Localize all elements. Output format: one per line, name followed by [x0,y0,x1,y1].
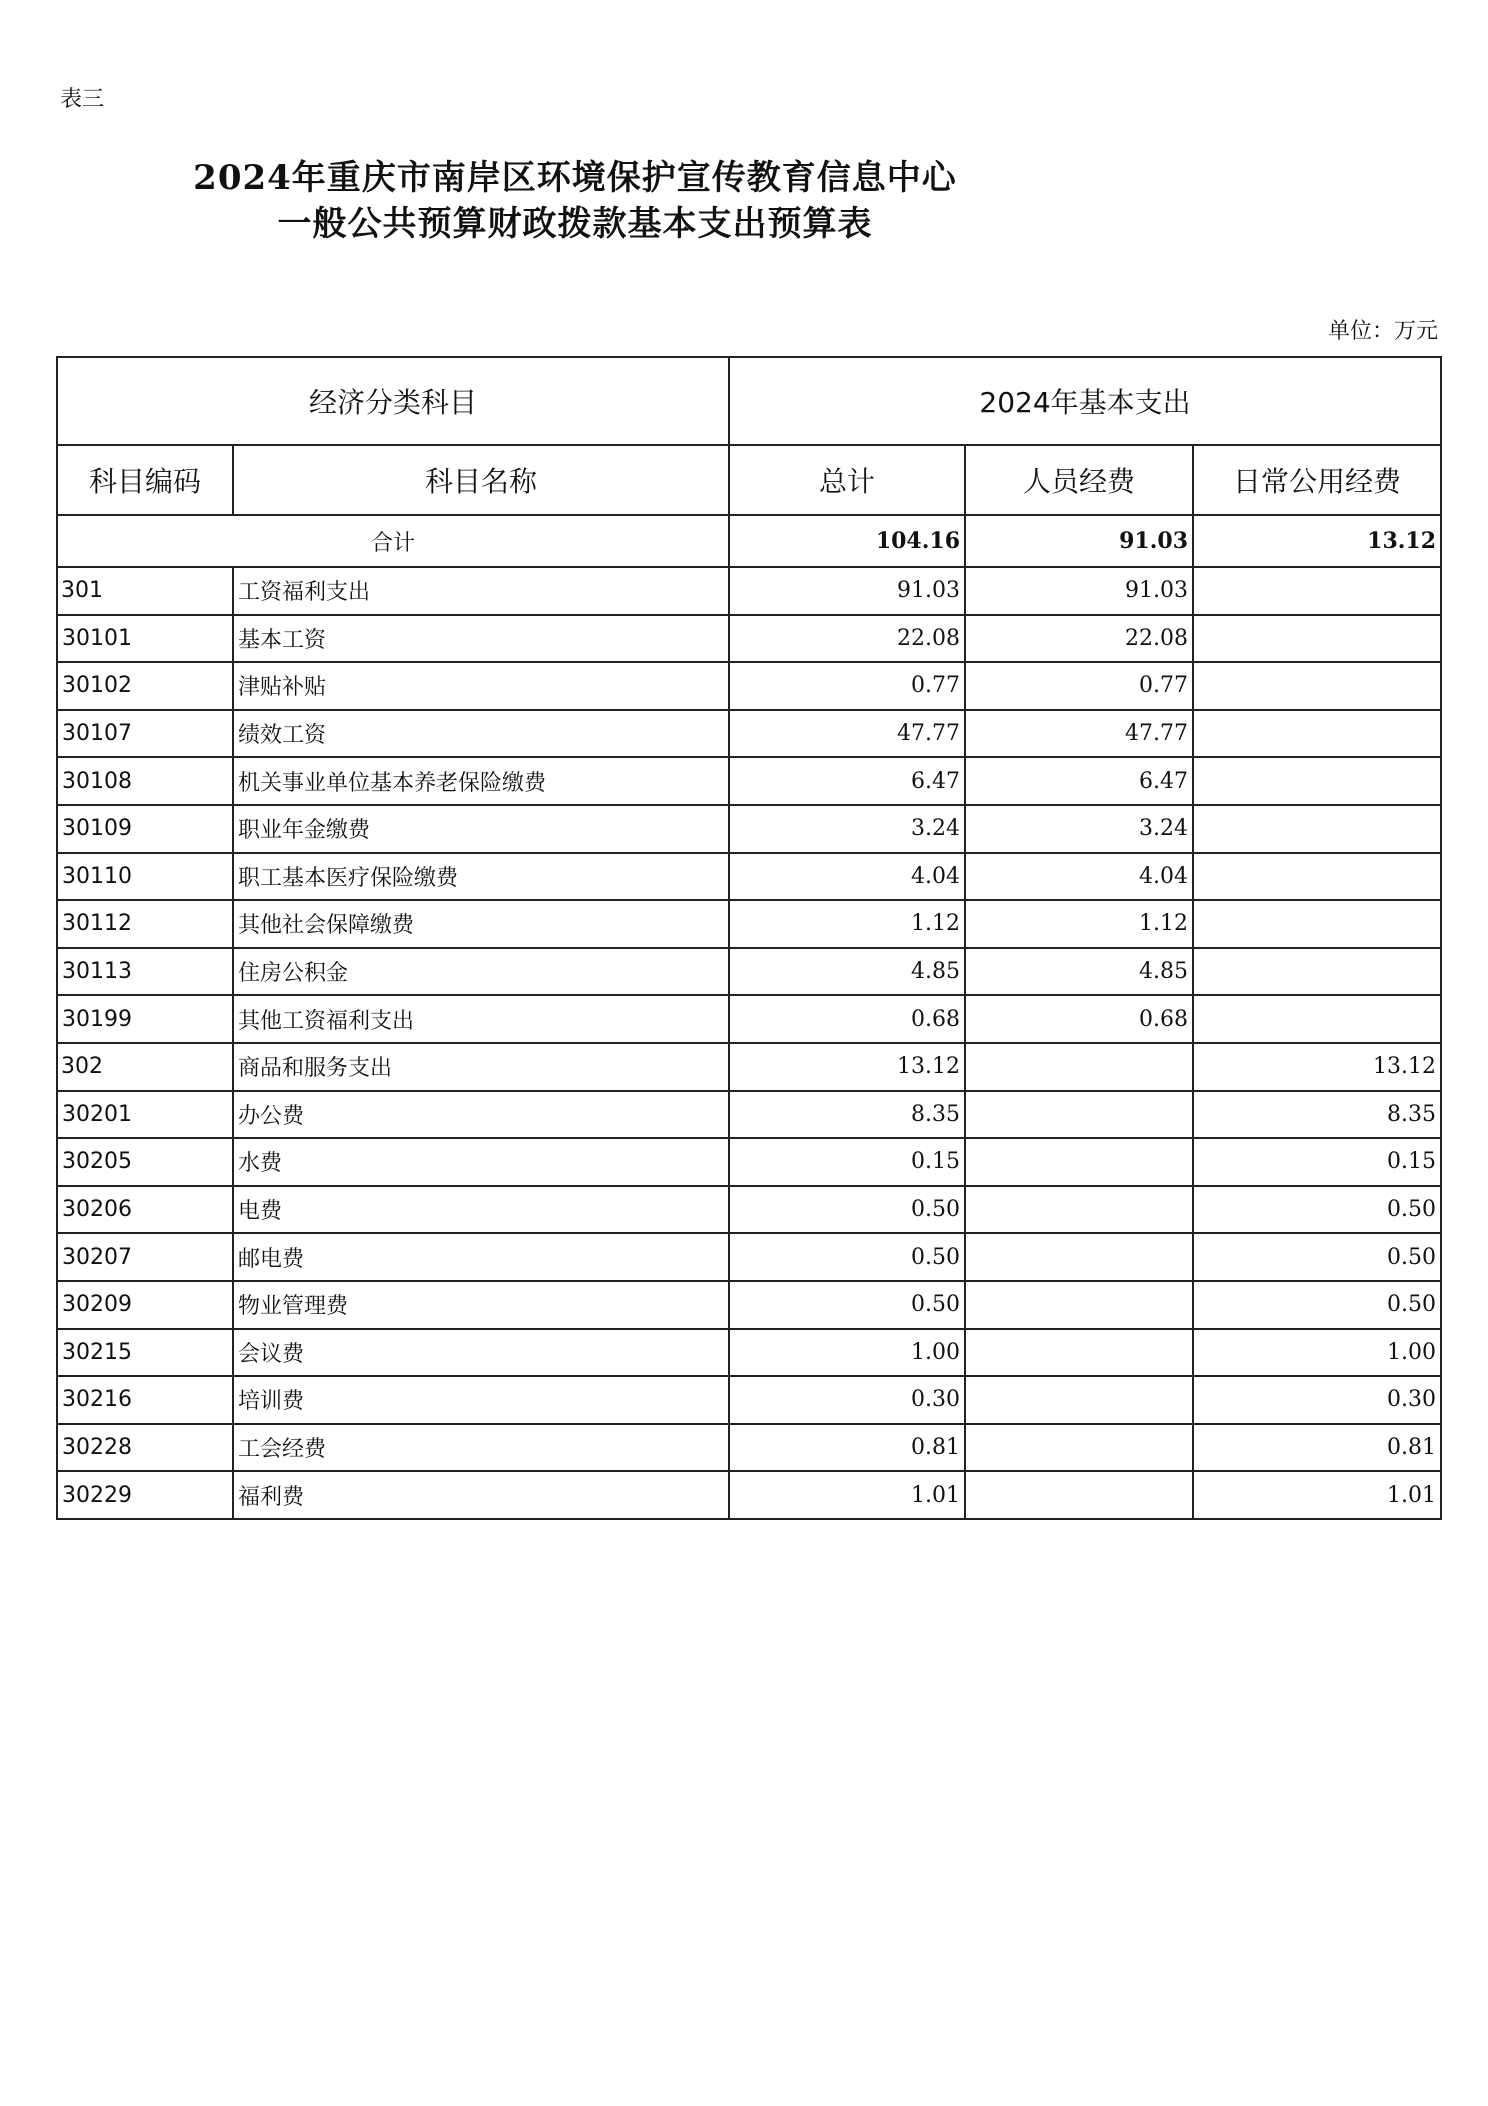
total-cell: 0.50 [729,1281,965,1329]
personnel-cell: 6.47 [965,757,1193,805]
personnel-cell [965,1138,1193,1186]
page-subtitle: 一般公共预算财政拨款基本支出预算表 [277,204,873,244]
table-row [57,1233,1441,1281]
total-cell: 13.12 [729,1043,965,1091]
header-total: 总计 [729,445,965,515]
total-cell: 6.47 [729,757,965,805]
table-row [57,1043,1441,1091]
total-label: 合计 [57,515,729,567]
code-cell: 30205 [57,1138,233,1186]
personnel-cell: 4.85 [965,948,1193,996]
name-cell: 工资福利支出 [233,567,729,615]
name-cell: 机关事业单位基本养老保险缴费 [233,757,729,805]
personnel-cell [965,1186,1193,1234]
table-row [57,1471,1441,1519]
personnel-cell [965,1091,1193,1139]
public-cell [1193,757,1441,805]
name-cell: 培训费 [233,1376,729,1424]
code-cell: 30201 [57,1091,233,1139]
table-row [57,900,1441,948]
name-cell: 商品和服务支出 [233,1043,729,1091]
name-cell: 福利费 [233,1471,729,1519]
total-cell: 0.50 [729,1186,965,1234]
public-cell [1193,615,1441,663]
personnel-cell: 0.77 [965,662,1193,710]
public-cell [1193,662,1441,710]
code-cell: 30206 [57,1186,233,1234]
table-label: 表三 [60,87,105,112]
total-cell: 22.08 [729,615,965,663]
total-cell: 91.03 [729,567,965,615]
table-row [57,1091,1441,1139]
header-public: 日常公用经费 [1193,445,1441,515]
code-cell: 302 [57,1043,233,1091]
code-cell: 30102 [57,662,233,710]
table-row [57,1281,1441,1329]
budget-table [56,356,1442,1520]
page-title: 2024年重庆市南岸区环境保护宣传教育信息中心 [193,158,957,198]
table-row [57,1329,1441,1377]
code-cell: 30207 [57,1233,233,1281]
personnel-cell [965,1471,1193,1519]
total-cell: 1.00 [729,1329,965,1377]
name-cell: 物业管理费 [233,1281,729,1329]
code-cell: 30109 [57,805,233,853]
total-total: 104.16 [729,515,965,567]
table-row [57,1138,1441,1186]
public-cell: 8.35 [1193,1091,1441,1139]
public-cell: 0.30 [1193,1376,1441,1424]
personnel-cell: 22.08 [965,615,1193,663]
personnel-cell: 91.03 [965,567,1193,615]
table-row [57,853,1441,901]
public-cell: 0.15 [1193,1138,1441,1186]
total-cell: 4.85 [729,948,965,996]
personnel-cell: 4.04 [965,853,1193,901]
public-cell: 1.01 [1193,1471,1441,1519]
personnel-cell: 47.77 [965,710,1193,758]
code-cell: 30228 [57,1424,233,1472]
name-cell: 基本工资 [233,615,729,663]
personnel-cell [965,1329,1193,1377]
total-cell: 3.24 [729,805,965,853]
name-cell: 其他社会保障缴费 [233,900,729,948]
total-cell: 8.35 [729,1091,965,1139]
personnel-cell [965,1043,1193,1091]
total-cell: 1.01 [729,1471,965,1519]
code-cell: 30216 [57,1376,233,1424]
total-cell: 0.81 [729,1424,965,1472]
table-row [57,1186,1441,1234]
total-cell: 0.68 [729,995,965,1043]
code-cell: 30101 [57,615,233,663]
name-cell: 职业年金缴费 [233,805,729,853]
total-cell: 4.04 [729,853,965,901]
code-cell: 30229 [57,1471,233,1519]
header-personnel: 人员经费 [965,445,1193,515]
personnel-cell [965,1376,1193,1424]
header-economic-category: 经济分类科目 [57,357,729,445]
name-cell: 会议费 [233,1329,729,1377]
public-cell: 0.81 [1193,1424,1441,1472]
unit-label: 单位：万元 [1327,319,1438,344]
total-cell: 0.50 [729,1233,965,1281]
total-row [57,515,1441,567]
name-cell: 电费 [233,1186,729,1234]
total-cell: 0.15 [729,1138,965,1186]
code-cell: 30107 [57,710,233,758]
personnel-cell: 1.12 [965,900,1193,948]
code-cell: 301 [57,567,233,615]
public-cell: 0.50 [1193,1186,1441,1234]
table-row [57,567,1441,615]
name-cell: 邮电费 [233,1233,729,1281]
table-row [57,662,1441,710]
personnel-cell [965,1281,1193,1329]
name-cell: 其他工资福利支出 [233,995,729,1043]
table-row [57,805,1441,853]
public-cell [1193,805,1441,853]
total-cell: 1.12 [729,900,965,948]
name-cell: 职工基本医疗保险缴费 [233,853,729,901]
personnel-cell: 3.24 [965,805,1193,853]
code-cell: 30108 [57,757,233,805]
code-cell: 30110 [57,853,233,901]
name-cell: 水费 [233,1138,729,1186]
personnel-cell: 0.68 [965,995,1193,1043]
name-cell: 津贴补贴 [233,662,729,710]
total-personnel: 91.03 [965,515,1193,567]
total-cell: 0.30 [729,1376,965,1424]
code-cell: 30199 [57,995,233,1043]
header-code: 科目编码 [57,445,233,515]
name-cell: 住房公积金 [233,948,729,996]
public-cell [1193,710,1441,758]
public-cell [1193,900,1441,948]
code-cell: 30215 [57,1329,233,1377]
public-cell: 1.00 [1193,1329,1441,1377]
public-cell [1193,948,1441,996]
total-cell: 47.77 [729,710,965,758]
header-basic-expenditure: 2024年基本支出 [729,357,1441,445]
header-name: 科目名称 [233,445,729,515]
table-row [57,1424,1441,1472]
name-cell: 工会经费 [233,1424,729,1472]
code-cell: 30112 [57,900,233,948]
table-row [57,757,1441,805]
table-row [57,615,1441,663]
total-public: 13.12 [1193,515,1441,567]
public-cell [1193,853,1441,901]
code-cell: 30209 [57,1281,233,1329]
personnel-cell [965,1233,1193,1281]
table-row [57,710,1441,758]
personnel-cell [965,1424,1193,1472]
public-cell [1193,567,1441,615]
name-cell: 绩效工资 [233,710,729,758]
table-row [57,995,1441,1043]
public-cell [1193,995,1441,1043]
public-cell: 0.50 [1193,1233,1441,1281]
table-row [57,948,1441,996]
total-cell: 0.77 [729,662,965,710]
table-row [57,1376,1441,1424]
code-cell: 30113 [57,948,233,996]
name-cell: 办公费 [233,1091,729,1139]
public-cell: 0.50 [1193,1281,1441,1329]
public-cell: 13.12 [1193,1043,1441,1091]
